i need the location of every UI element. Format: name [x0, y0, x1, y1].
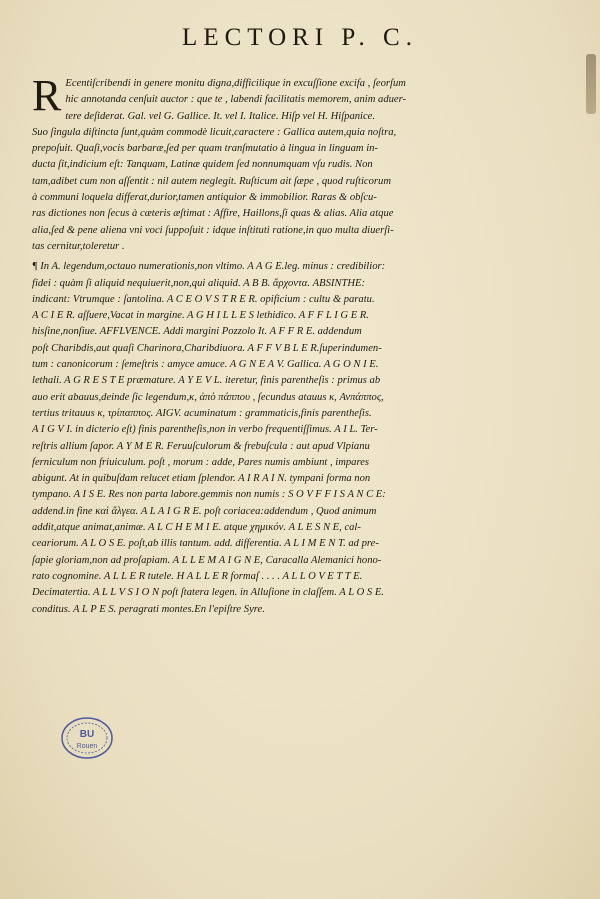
- text-line: fidei : quàm ſi aliquid nequiuerit,non,qui aliquid. A B B. ἄρχοντα. ABSINTHE:: [32, 277, 366, 289]
- stamp-line-1: BU: [79, 729, 95, 740]
- errata-paragraph: [32, 259, 572, 618]
- library-stamp: [60, 716, 114, 760]
- text-line: conditus. A L P E S. peragrati montes.En l'epiſtre Syre.: [32, 603, 265, 615]
- text-line: hic annotanda cenſuit auctor : que te , labendi facilitatis memorem, anim aduer-: [65, 94, 407, 106]
- text-line: tympano. A I S E. Res non parta labore.gemmis non numis : S O V F F I S A N C E:: [32, 489, 386, 501]
- text-line: prepoſuit. Quaſi,vocis barbaræ,ſed per quam tranſmutatio à lingua in linguam in-: [32, 143, 378, 155]
- text-line: A C I E R. aſſuere,Vacat in margine. A G H I L L E S lethidico. A F F L I G E R.: [32, 310, 369, 322]
- text-line: A I G V I. in dicterio eſt) finis parentheſis,non in verbo frequentiſſimus. A I L. Ter-: [32, 424, 378, 436]
- text-line: addit,atque animat,animæ. A L C H E M I E. atque χημικόν. A L E S N E, cal-: [32, 522, 361, 534]
- text-line: tum : canonicorum : ſemeſtris : amyce amuce. A G N E A V. Gallica. A G O N I E.: [32, 359, 379, 371]
- intro-paragraph: [32, 71, 572, 255]
- text-line: Decimatertia. A L L V S I O N poſt ſtatera legen. in Alluſione in claſſem. A L O S E.: [32, 587, 384, 599]
- text-line: rato cognomine. A L L E R tutele. H A L L E R formaſ . . . . A L L O V E T T E.: [32, 570, 363, 582]
- text-line: ferniculum non friuiculum. poſt , morum : adde, Pares numis ambiunt , impares: [32, 456, 370, 468]
- edge-stain: [586, 54, 596, 114]
- text-line: auo erit abauus,deinde ſic legendum,κ, ἀπὸ πάππου , ſecundus atauus κ, Avπάππος,: [32, 391, 384, 403]
- text-line: Ecentiſcribendi in genere monitu digna,difficilique in excuſſione excifa , ſeorſum: [65, 78, 406, 89]
- text-line: hisſine,nonſiue. AFFLVENCE. Addi margini Pozzolo It. A F F R E. addendum: [32, 326, 362, 338]
- text-line: tam,adibet cum non aſſentit : nil autem neglegit. Ruſticum ait ſæpe , quod ruſticorum: [32, 175, 391, 187]
- text-line: ducta ſit,indicium eſt: Tanquam, Latinæ quidem ſed nonnumquam vſu rudis. Non: [32, 159, 373, 171]
- text-line: ras dictiones non ſecus à cæteris æſtimat : Affire, Haillons,ſi quas & alias. Alia atque: [32, 208, 394, 220]
- text-line: lethali. A G R E S T E præmature. A Y E V L. iteretur, finis parentheſis : primus ab: [32, 375, 381, 387]
- text-line: abigunt. At in quibuſdam relucet etiam ſplendor. A I R A I N. tympani forma non: [32, 473, 371, 485]
- stamp-line-2: Rouen: [76, 743, 98, 750]
- text-line: reſtris allium ſapor. A Y M E R. Feruuſculorum & frebuſcula : aut apud Vlpianu: [32, 440, 370, 452]
- text-line: indicant: Vtrumque : ſantolina. A C E O V S T R E R. opificium : cultu & paratu.: [32, 293, 375, 305]
- text-line: alia,ſed & pene aliena vni voci ſuppoſuit : idque inſtituti ratione,in quo multa diuerſi-: [32, 224, 394, 236]
- drop-cap: R: [32, 71, 62, 120]
- text-line: ceariorum. A L O S E. poſt,ab illis tantum. add. differentia. A L I M E N T. ad pre-: [32, 538, 379, 550]
- text-line: ſapie gloriam,non ad proſapiam. A L L E M A I G N E, Caracalla Alemanici hono-: [32, 554, 382, 566]
- text-line: tas cernitur,toleretur .: [32, 240, 125, 252]
- text-line: Suo ſingula diſtincta ſunt,quàm commodè licuit,caractere : Gallica autem,quia noſtra,: [32, 126, 397, 138]
- text-line: poſt Charibdis,aut quaſi Charinora,Charibdiuora. A F F V B L E R.ſuperindumen-: [32, 342, 382, 354]
- text-line: à communi loquela differat,durior,tamen antiquior & immobilior. Raras & obſcu-: [32, 192, 377, 204]
- page-heading: LECTORI P. C.: [182, 24, 418, 51]
- text-line: tertius tritauus κ, τρίπαππος. AIGV. acuminatum : grammaticis,finis parentheſis.: [32, 407, 372, 419]
- text-line: ¶ In A. legendum,octauo numerationis,non vltimo. A A G E.leg. minus : credibilior:: [32, 261, 386, 273]
- text-line: tere deſiderat. Gal. vel G. Gallice. It. vel I. Italice. Hiſp vel H. Hiſpanice.: [65, 110, 376, 122]
- text-block: [32, 71, 572, 622]
- text-line: addend.in fine καὶ ἄλγεα. A L A I G R E. poſt coriacea:addendum , Quod animum: [32, 505, 377, 517]
